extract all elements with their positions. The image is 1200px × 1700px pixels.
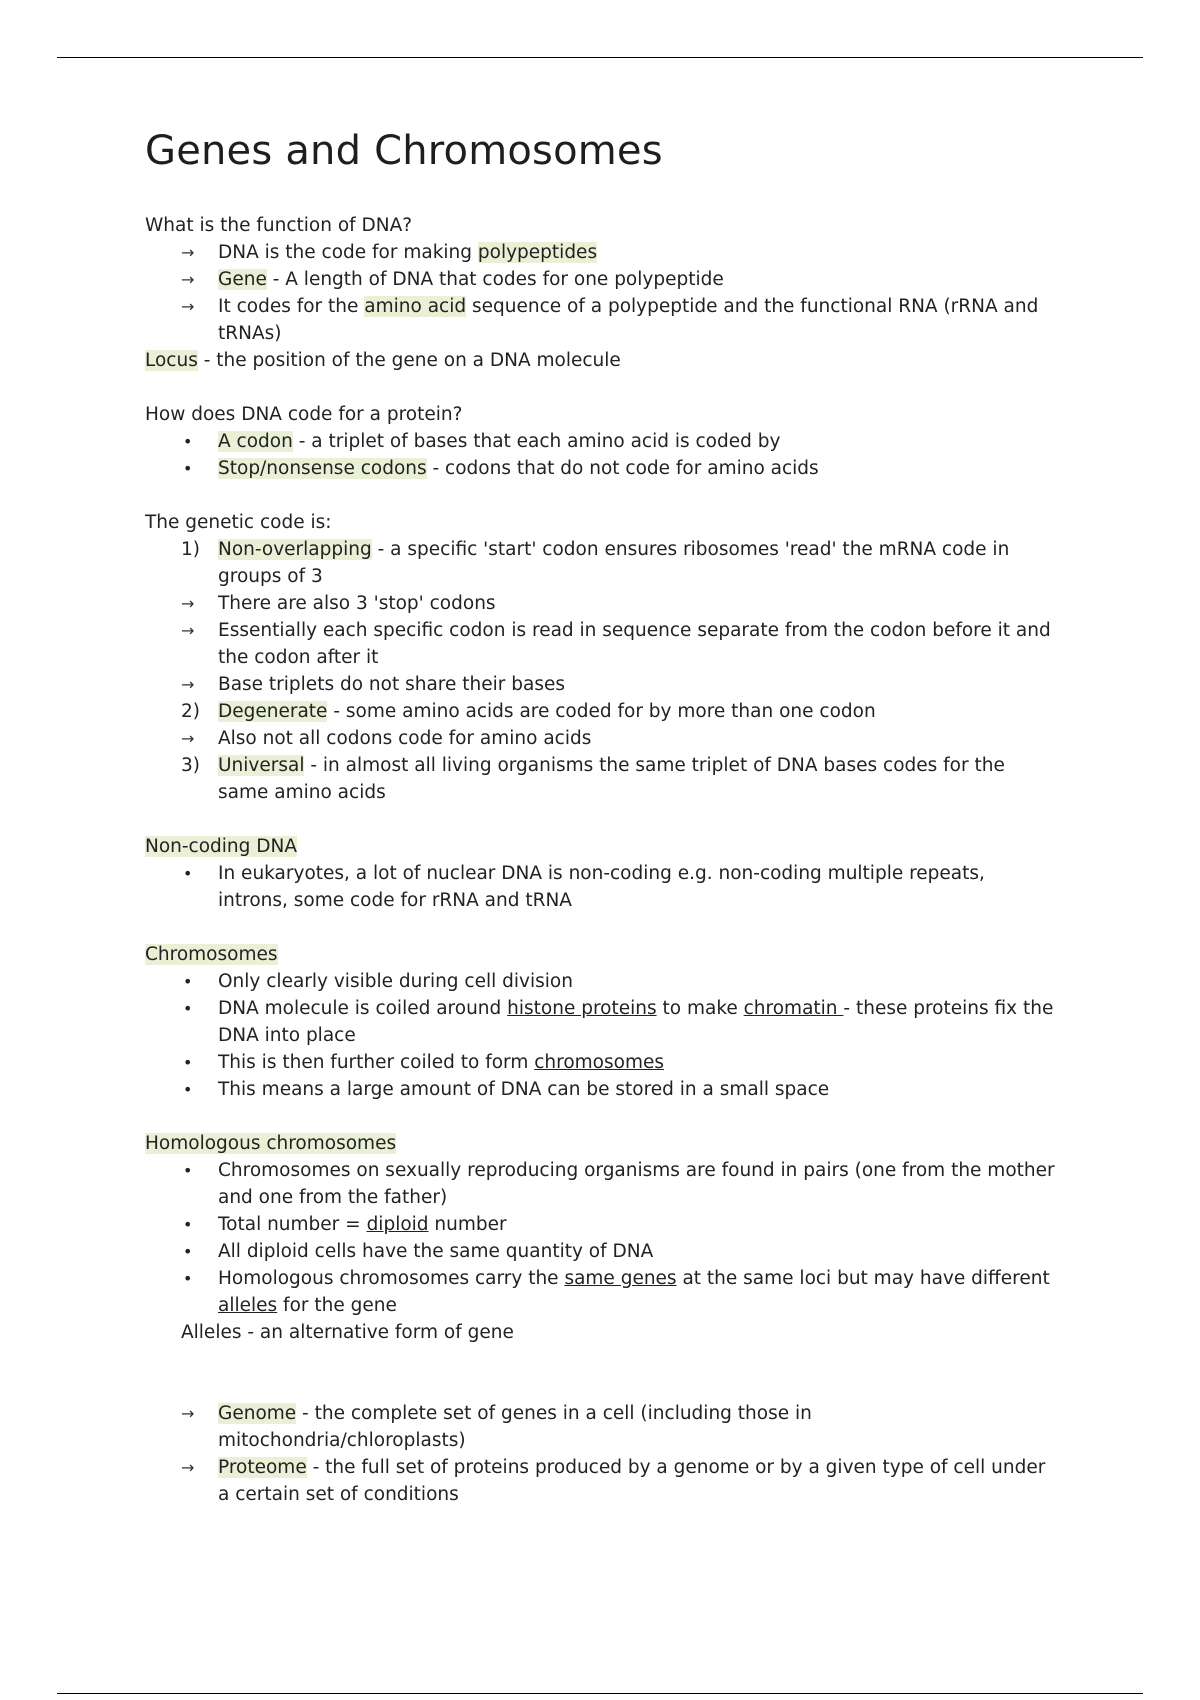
list-item: • All diploid cells have the same quantity of DNA bbox=[145, 1238, 1055, 1265]
bullet-icon: • bbox=[183, 1242, 193, 1261]
list-item: • DNA molecule is coiled around histone proteins to make chromatin - these proteins fix the DNA into place bbox=[145, 995, 1055, 1049]
highlight-term: Non-overlapping bbox=[218, 539, 372, 560]
list-item: 2) Degenerate - some amino acids are coded for by more than one codon bbox=[145, 698, 1055, 725]
list-item: → Also not all codons code for amino acids bbox=[145, 725, 1055, 752]
highlight-term: A codon bbox=[218, 431, 293, 452]
arrow-icon: → bbox=[181, 594, 195, 613]
bullet-icon: • bbox=[183, 1269, 193, 1288]
highlight-term: Proteome bbox=[218, 1457, 307, 1478]
section-genetic-code bbox=[145, 509, 1055, 806]
list-item: → Genome - the complete set of genes in a cell (including those in mitochondria/chloroplasts) bbox=[145, 1400, 1055, 1454]
section-chromosomes bbox=[145, 941, 1055, 1103]
highlight-term: Universal bbox=[218, 755, 305, 776]
arrow-icon: → bbox=[181, 1458, 195, 1477]
list-item: → Essentially each specific codon is read in sequence separate from the codon before it and the codon after it bbox=[145, 617, 1055, 671]
list-item: • A codon - a triplet of bases that each amino acid is coded by bbox=[145, 428, 1055, 455]
arrow-icon: → bbox=[181, 621, 195, 640]
bullet-icon: • bbox=[183, 459, 193, 478]
list-item: → DNA is the code for making polypeptides bbox=[145, 239, 1055, 266]
highlight-term: Gene bbox=[218, 269, 267, 290]
highlight-term: polypeptides bbox=[477, 242, 598, 263]
section-protein-code bbox=[145, 401, 1055, 482]
list-item: • Stop/nonsense codons - codons that do not code for amino acids bbox=[145, 455, 1055, 482]
list-item: • This means a large amount of DNA can be stored in a small space bbox=[145, 1076, 1055, 1103]
bullet-icon: • bbox=[183, 1053, 193, 1072]
question-protein-code: How does DNA code for a protein? bbox=[145, 404, 463, 425]
highlight-term: amino acid bbox=[364, 296, 467, 317]
highlight-term: Degenerate bbox=[218, 701, 328, 722]
highlight-term: Genome bbox=[218, 1403, 297, 1424]
list-item: → It codes for the amino acid sequence of a polypeptide and the functional RNA (rRNA and tRNAs) bbox=[145, 293, 1055, 347]
arrow-icon: → bbox=[181, 297, 195, 316]
bullet-icon: • bbox=[183, 999, 193, 1018]
list-item: 1) Non-overlapping - a specific 'start' codon ensures ribosomes 'read' the mRNA code in groups of 3 bbox=[145, 536, 1055, 590]
list-item: • Total number = diploid number bbox=[145, 1211, 1055, 1238]
section-dna-function bbox=[145, 212, 1055, 374]
section-heading: Non-coding DNA bbox=[145, 836, 298, 857]
list-number: 2) bbox=[181, 701, 200, 722]
document-body bbox=[145, 128, 1055, 1508]
highlight-term: Locus bbox=[145, 350, 198, 371]
section-homologous bbox=[145, 1130, 1055, 1346]
list-item: → Base triplets do not share their bases bbox=[145, 671, 1055, 698]
section-heading: Chromosomes bbox=[145, 944, 278, 965]
section-heading: Homologous chromosomes bbox=[145, 1133, 397, 1154]
list-number: 3) bbox=[181, 755, 200, 776]
bullet-icon: • bbox=[183, 1161, 193, 1180]
bullet-icon: • bbox=[183, 864, 193, 883]
list-item: • Homologous chromosomes carry the same genes at the same loci but may have different alleles for the gene bbox=[145, 1265, 1055, 1319]
alleles-definition: Alleles - an alternative form of gene bbox=[181, 1322, 514, 1343]
bullet-icon: • bbox=[183, 972, 193, 991]
list-item: • In eukaryotes, a lot of nuclear DNA is non-coding e.g. non-coding multiple repeats, introns, some code for rRNA and tRNA bbox=[145, 860, 1055, 914]
top-rule bbox=[57, 57, 1143, 58]
list-item: 3) Universal - in almost all living organisms the same triplet of DNA bases codes for the same amino acids bbox=[145, 752, 1055, 806]
genetic-code-intro: The genetic code is: bbox=[145, 512, 332, 533]
page-title: Genes and Chromosomes bbox=[145, 128, 663, 174]
bullet-icon: • bbox=[183, 1080, 193, 1099]
list-item: → Proteome - the full set of proteins produced by a genome or by a given type of cell under a certain set of conditions bbox=[145, 1454, 1055, 1508]
arrow-icon: → bbox=[181, 243, 195, 262]
arrow-icon: → bbox=[181, 675, 195, 694]
arrow-icon: → bbox=[181, 729, 195, 748]
locus-definition: Locus - the position of the gene on a DNA molecule bbox=[145, 350, 621, 371]
arrow-icon: → bbox=[181, 270, 195, 289]
bullet-icon: • bbox=[183, 1215, 193, 1234]
list-item: • Only clearly visible during cell division bbox=[145, 968, 1055, 995]
list-item: • This is then further coiled to form chromosomes bbox=[145, 1049, 1055, 1076]
highlight-term: Stop/nonsense codons bbox=[218, 458, 427, 479]
question-dna-function: What is the function of DNA? bbox=[145, 215, 413, 236]
list-number: 1) bbox=[181, 539, 200, 560]
bullet-icon: • bbox=[183, 432, 193, 451]
arrow-icon: → bbox=[181, 1404, 195, 1423]
list-item: → There are also 3 'stop' codons bbox=[145, 590, 1055, 617]
section-genome bbox=[145, 1400, 1055, 1508]
section-non-coding bbox=[145, 833, 1055, 914]
bottom-rule bbox=[57, 1693, 1143, 1694]
list-item: • Chromosomes on sexually reproducing organisms are found in pairs (one from the mother and one from the father) bbox=[145, 1157, 1055, 1211]
list-item: → Gene - A length of DNA that codes for one polypeptide bbox=[145, 266, 1055, 293]
